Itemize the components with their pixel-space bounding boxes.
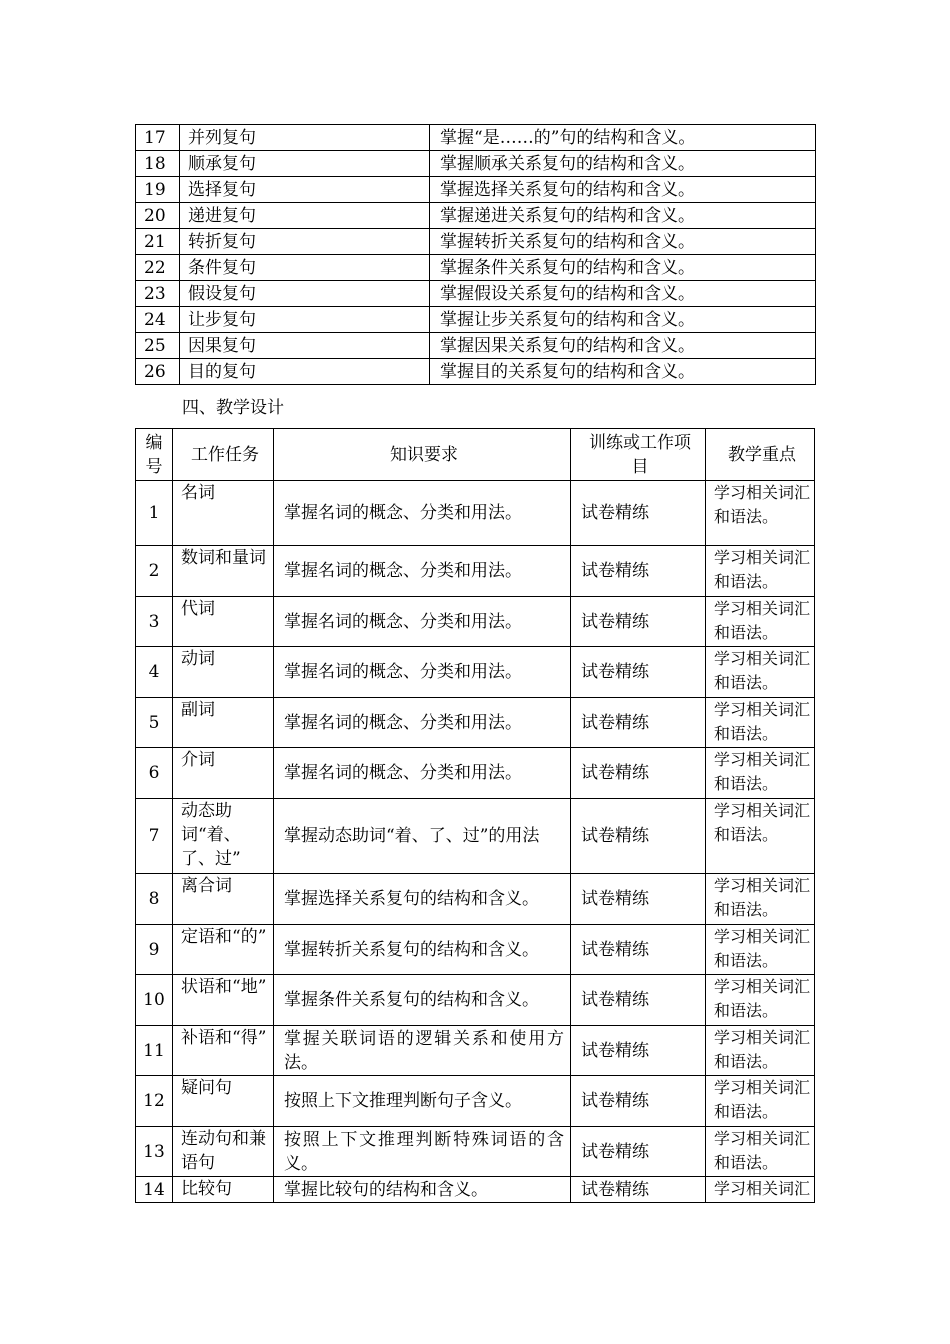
row-name: 让步复句 — [180, 307, 430, 333]
row-knowledge: 掌握比较句的结构和含义。 — [274, 1177, 571, 1203]
row-name: 转折复句 — [180, 229, 430, 255]
row-task: 代词 — [173, 597, 274, 647]
row-num: 10 — [136, 975, 173, 1026]
row-task: 疑问句 — [173, 1076, 274, 1127]
row-task: 数词和量词 — [173, 546, 274, 597]
table-row — [136, 1177, 815, 1203]
header-knowledge: 知识要求 — [274, 429, 571, 481]
row-num: 4 — [136, 647, 173, 698]
row-focus: 学习相关词汇和语法。 — [706, 874, 815, 925]
row-name: 并列复句 — [180, 125, 430, 151]
row-desc: 掌握目的关系复句的结构和含义。 — [430, 359, 816, 385]
row-num: 17 — [136, 125, 180, 151]
row-focus: 学习相关词汇和语法。 — [706, 647, 815, 698]
section-heading: 四、教学设计 — [182, 398, 284, 418]
table-row — [136, 229, 816, 255]
row-num: 25 — [136, 333, 180, 359]
row-training: 试卷精练 — [571, 481, 706, 546]
row-num: 9 — [136, 925, 173, 975]
row-training: 试卷精练 — [571, 748, 706, 799]
table-row — [136, 481, 815, 546]
row-task: 名词 — [173, 481, 274, 546]
row-num: 6 — [136, 748, 173, 799]
header-training: 训练或工作项目 — [571, 429, 706, 481]
row-knowledge: 掌握名词的概念、分类和用法。 — [274, 647, 571, 698]
row-desc: 掌握顺承关系复句的结构和含义。 — [430, 151, 816, 177]
row-desc: 掌握递进关系复句的结构和含义。 — [430, 203, 816, 229]
row-num: 14 — [136, 1177, 173, 1203]
row-training: 试卷精练 — [571, 874, 706, 925]
table-row — [136, 203, 816, 229]
row-focus: 学习相关词汇和语法。 — [706, 1127, 815, 1177]
row-task: 副词 — [173, 698, 274, 748]
row-knowledge: 掌握名词的概念、分类和用法。 — [274, 597, 571, 647]
row-task: 状语和“地” — [173, 975, 274, 1026]
row-knowledge: 按照上下文推理判断句子含义。 — [274, 1076, 571, 1127]
header-focus: 教学重点 — [706, 429, 815, 481]
table-row — [136, 546, 815, 597]
row-num: 26 — [136, 359, 180, 385]
row-desc: 掌握“是……的”句的结构和含义。 — [430, 125, 816, 151]
row-desc: 掌握转折关系复句的结构和含义。 — [430, 229, 816, 255]
table-row — [136, 1076, 815, 1127]
row-knowledge: 掌握名词的概念、分类和用法。 — [274, 698, 571, 748]
table-row — [136, 647, 815, 698]
row-task: 介词 — [173, 748, 274, 799]
row-num: 1 — [136, 481, 173, 546]
table-row — [136, 125, 816, 151]
row-training: 试卷精练 — [571, 546, 706, 597]
row-focus: 学习相关词汇和语法。 — [706, 546, 815, 597]
row-name: 因果复句 — [180, 333, 430, 359]
row-knowledge: 掌握转折关系复句的结构和含义。 — [274, 925, 571, 975]
row-knowledge: 掌握关联词语的逻辑关系和使用方法。 — [274, 1026, 571, 1076]
row-focus: 学习相关词汇和语法。 — [706, 1076, 815, 1127]
row-num: 8 — [136, 874, 173, 925]
table-row — [136, 1026, 815, 1076]
row-training: 试卷精练 — [571, 799, 706, 874]
row-focus: 学习相关词汇和语法。 — [706, 1026, 815, 1076]
row-knowledge: 掌握名词的概念、分类和用法。 — [274, 748, 571, 799]
table-row — [136, 177, 816, 203]
header-num: 编号 — [136, 429, 173, 481]
table-row — [136, 748, 815, 799]
row-num: 5 — [136, 698, 173, 748]
row-task: 定语和“的” — [173, 925, 274, 975]
row-task: 补语和“得” — [173, 1026, 274, 1076]
table-row — [136, 799, 815, 874]
table-row — [136, 698, 815, 748]
table-row — [136, 597, 815, 647]
row-name: 顺承复句 — [180, 151, 430, 177]
table-row — [136, 281, 816, 307]
row-training: 试卷精练 — [571, 698, 706, 748]
row-task: 离合词 — [173, 874, 274, 925]
row-task: 连动句和兼语句 — [173, 1127, 274, 1177]
row-task: 动态助词“着、了、过” — [173, 799, 274, 874]
teaching-design-table — [135, 428, 815, 1203]
table-row — [136, 151, 816, 177]
row-training: 试卷精练 — [571, 925, 706, 975]
row-desc: 掌握让步关系复句的结构和含义。 — [430, 307, 816, 333]
row-name: 假设复句 — [180, 281, 430, 307]
row-focus: 学习相关词汇和语法。 — [706, 698, 815, 748]
row-task: 比较句 — [173, 1177, 274, 1203]
table-row — [136, 975, 815, 1026]
row-training: 试卷精练 — [571, 1127, 706, 1177]
row-num: 21 — [136, 229, 180, 255]
table-row — [136, 925, 815, 975]
row-num: 22 — [136, 255, 180, 281]
row-task: 动词 — [173, 647, 274, 698]
row-desc: 掌握因果关系复句的结构和含义。 — [430, 333, 816, 359]
table-header-row — [136, 429, 815, 481]
row-num: 7 — [136, 799, 173, 874]
row-num: 3 — [136, 597, 173, 647]
table-row — [136, 1127, 815, 1177]
row-num: 23 — [136, 281, 180, 307]
row-focus: 学习相关词汇和语法。 — [706, 799, 815, 874]
table-row — [136, 359, 816, 385]
row-focus: 学习相关词汇 — [706, 1177, 815, 1203]
row-num: 13 — [136, 1127, 173, 1177]
row-knowledge: 掌握名词的概念、分类和用法。 — [274, 546, 571, 597]
header-task: 工作任务 — [173, 429, 274, 481]
row-focus: 学习相关词汇和语法。 — [706, 748, 815, 799]
row-num: 2 — [136, 546, 173, 597]
row-name: 递进复句 — [180, 203, 430, 229]
row-focus: 学习相关词汇和语法。 — [706, 975, 815, 1026]
table-row — [136, 255, 816, 281]
row-knowledge: 掌握名词的概念、分类和用法。 — [274, 481, 571, 546]
row-training: 试卷精练 — [571, 1177, 706, 1203]
row-name: 条件复句 — [180, 255, 430, 281]
row-name: 选择复句 — [180, 177, 430, 203]
row-training: 试卷精练 — [571, 975, 706, 1026]
row-num: 11 — [136, 1026, 173, 1076]
row-training: 试卷精练 — [571, 647, 706, 698]
row-focus: 学习相关词汇和语法。 — [706, 597, 815, 647]
row-num: 18 — [136, 151, 180, 177]
row-num: 20 — [136, 203, 180, 229]
row-num: 19 — [136, 177, 180, 203]
table-row — [136, 307, 816, 333]
table-row — [136, 333, 816, 359]
row-focus: 学习相关词汇和语法。 — [706, 925, 815, 975]
row-training: 试卷精练 — [571, 597, 706, 647]
sentence-types-table — [135, 124, 816, 385]
row-desc: 掌握假设关系复句的结构和含义。 — [430, 281, 816, 307]
row-knowledge: 掌握选择关系复句的结构和含义。 — [274, 874, 571, 925]
row-desc: 掌握条件关系复句的结构和含义。 — [430, 255, 816, 281]
row-training: 试卷精练 — [571, 1026, 706, 1076]
row-focus: 学习相关词汇和语法。 — [706, 481, 815, 546]
row-num: 24 — [136, 307, 180, 333]
row-num: 12 — [136, 1076, 173, 1127]
row-desc: 掌握选择关系复句的结构和含义。 — [430, 177, 816, 203]
row-name: 目的复句 — [180, 359, 430, 385]
row-knowledge: 掌握动态助词“着、了、过”的用法 — [274, 799, 571, 874]
row-knowledge: 按照上下文推理判断特殊词语的含义。 — [274, 1127, 571, 1177]
row-knowledge: 掌握条件关系复句的结构和含义。 — [274, 975, 571, 1026]
table-row — [136, 874, 815, 925]
row-training: 试卷精练 — [571, 1076, 706, 1127]
